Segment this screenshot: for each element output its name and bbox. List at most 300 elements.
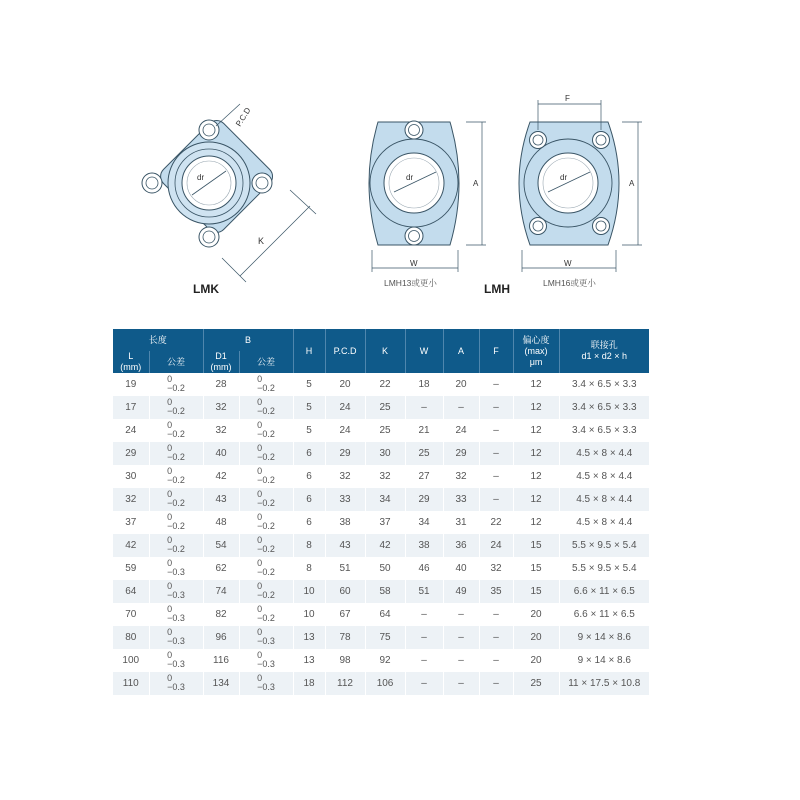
cell-length-tolerance (149, 488, 203, 511)
spec-table (113, 329, 649, 695)
lmh16-a-label: A (629, 179, 635, 188)
cell-eccentricity: 12 (513, 442, 559, 465)
cell-k: 92 (365, 649, 405, 672)
cell-d1-tolerance-stack (257, 444, 275, 462)
cell-f: – (479, 419, 513, 442)
cell-w: 21 (405, 419, 443, 442)
cell-d1: 43 (203, 488, 239, 511)
cell-d1-tolerance (239, 511, 293, 534)
cell-holes: 9 × 14 × 8.6 (559, 626, 649, 649)
cell-length: 100 (113, 649, 149, 672)
table-row (113, 373, 649, 396)
cell-d1: 62 (203, 557, 239, 580)
lmh13-hole-bottom (405, 227, 423, 245)
lmk-hole-top (199, 120, 219, 140)
cell-h: 8 (293, 557, 325, 580)
cell-h: 18 (293, 672, 325, 695)
cell-eccentricity: 20 (513, 649, 559, 672)
header-holes (559, 329, 649, 373)
cell-d1-tolerance-upper: 0 (257, 650, 263, 660)
header-ecc-title: 偏心度 (522, 334, 550, 345)
cell-a: – (443, 649, 479, 672)
cell-pcd: 29 (325, 442, 365, 465)
cell-length: 19 (113, 373, 149, 396)
lmh16-hole-bl (530, 218, 547, 235)
cell-k: 37 (365, 511, 405, 534)
cell-d1-tolerance-stack (257, 582, 275, 600)
cell-length-tolerance (149, 396, 203, 419)
cell-d1: 28 (203, 373, 239, 396)
cell-d1-tolerance-stack (257, 536, 275, 554)
cell-d1: 32 (203, 396, 239, 419)
cell-a: – (443, 603, 479, 626)
cell-holes: 5.5 × 9.5 × 5.4 (559, 534, 649, 557)
cell-holes: 9 × 14 × 8.6 (559, 649, 649, 672)
cell-d1-tolerance (239, 419, 293, 442)
cell-length-tolerance-lower: −0.2 (167, 544, 185, 554)
cell-length-tolerance (149, 557, 203, 580)
lmh13-dr-label: dr (406, 173, 414, 182)
cell-w: 51 (405, 580, 443, 603)
cell-k: 58 (365, 580, 405, 603)
cell-h: 8 (293, 534, 325, 557)
cell-f: – (479, 373, 513, 396)
cell-length: 32 (113, 488, 149, 511)
cell-length-tolerance-lower: −0.2 (167, 406, 185, 416)
lmh16-hole-tl (530, 132, 547, 149)
cell-d1-tolerance (239, 465, 293, 488)
cell-length-tolerance-upper: 0 (167, 489, 173, 499)
cell-d1-tolerance (239, 672, 293, 695)
cell-length-tolerance-upper: 0 (167, 443, 173, 453)
lmh16-w-label: W (564, 259, 572, 268)
table-row (113, 465, 649, 488)
table-row (113, 511, 649, 534)
cell-holes: 4.5 × 8 × 4.4 (559, 465, 649, 488)
cell-length: 59 (113, 557, 149, 580)
cell-f: – (479, 442, 513, 465)
cell-h: 10 (293, 603, 325, 626)
cell-w: 46 (405, 557, 443, 580)
header-h: H (293, 329, 325, 373)
cell-a: – (443, 626, 479, 649)
lmk-drawing (142, 104, 316, 282)
cell-eccentricity: 15 (513, 557, 559, 580)
cell-length-tolerance-stack (167, 398, 185, 416)
cell-d1-tolerance-lower: −0.3 (257, 682, 275, 692)
cell-d1-tolerance (239, 626, 293, 649)
cell-length-tolerance-lower: −0.2 (167, 452, 185, 462)
cell-length-tolerance-stack (167, 674, 185, 692)
cell-eccentricity: 12 (513, 396, 559, 419)
cell-d1-tolerance-lower: −0.2 (257, 429, 275, 439)
cell-f: – (479, 488, 513, 511)
cell-eccentricity: 12 (513, 488, 559, 511)
cell-d1-tolerance-stack (257, 513, 275, 531)
cell-length: 70 (113, 603, 149, 626)
cell-length-tolerance (149, 626, 203, 649)
cell-f: – (479, 672, 513, 695)
lmh16-f-label: F (565, 94, 570, 103)
cell-h: 5 (293, 373, 325, 396)
cell-f: – (479, 649, 513, 672)
cell-length-tolerance-upper: 0 (167, 420, 173, 430)
cell-w: 38 (405, 534, 443, 557)
cell-f: – (479, 396, 513, 419)
header-a: A (443, 329, 479, 373)
header-w: W (405, 329, 443, 373)
cell-holes: 4.5 × 8 × 4.4 (559, 442, 649, 465)
cell-d1-tolerance-lower: −0.2 (257, 567, 275, 577)
cell-length-tolerance (149, 580, 203, 603)
header-eccentricity (513, 329, 559, 373)
cell-length-tolerance-stack (167, 582, 185, 600)
cell-length-tolerance (149, 603, 203, 626)
cell-d1-tolerance (239, 580, 293, 603)
technical-drawings (0, 0, 800, 320)
table-row (113, 626, 649, 649)
cell-d1-tolerance-upper: 0 (257, 604, 263, 614)
lmh16-hole-tr (593, 132, 610, 149)
cell-h: 6 (293, 465, 325, 488)
cell-holes: 4.5 × 8 × 4.4 (559, 488, 649, 511)
cell-h: 6 (293, 511, 325, 534)
cell-h: 6 (293, 442, 325, 465)
header-l (113, 351, 149, 373)
header-pcd: P.C.D (325, 329, 365, 373)
cell-d1-tolerance-upper: 0 (257, 489, 263, 499)
header-l-unit: (mm) (120, 362, 142, 372)
cell-length-tolerance-stack (167, 559, 185, 577)
cell-length-tolerance-upper: 0 (167, 397, 173, 407)
cell-length-tolerance-stack (167, 421, 185, 439)
cell-holes: 4.5 × 8 × 4.4 (559, 511, 649, 534)
cell-length-tolerance-lower: −0.3 (167, 567, 185, 577)
cell-pcd: 24 (325, 419, 365, 442)
lmh16-bore (538, 153, 598, 213)
header-ecc-unit2: μm (529, 356, 543, 367)
cell-w: – (405, 672, 443, 695)
cell-holes: 11 × 17.5 × 10.8 (559, 672, 649, 695)
cell-k: 64 (365, 603, 405, 626)
cell-d1-tolerance-stack (257, 605, 275, 623)
spec-table-header (113, 329, 649, 373)
cell-length-tolerance-upper: 0 (167, 673, 173, 683)
lmk-hole-bottom (199, 227, 219, 247)
cell-length-tolerance (149, 511, 203, 534)
header-d1-title: D1 (215, 351, 227, 361)
cell-length-tolerance (149, 373, 203, 396)
cell-pcd: 24 (325, 396, 365, 419)
cell-d1: 48 (203, 511, 239, 534)
cell-eccentricity: 20 (513, 603, 559, 626)
cell-d1: 54 (203, 534, 239, 557)
lmk-dr-label: dr (197, 173, 205, 182)
header-d1-tolerance: 公差 (239, 351, 293, 373)
cell-f: 22 (479, 511, 513, 534)
cell-pcd: 78 (325, 626, 365, 649)
cell-w: – (405, 626, 443, 649)
cell-w: – (405, 649, 443, 672)
header-holes-spec: d1 × d2 × h (581, 351, 628, 361)
cell-length-tolerance (149, 419, 203, 442)
lmh-figure-label: LMH (484, 282, 510, 296)
lmk-figure-label: LMK (193, 282, 219, 296)
cell-d1: 32 (203, 419, 239, 442)
lmk-k-ext-2 (290, 190, 316, 214)
cell-d1-tolerance-upper: 0 (257, 397, 263, 407)
cell-length-tolerance-lower: −0.2 (167, 383, 185, 393)
cell-a: 40 (443, 557, 479, 580)
cell-d1-tolerance (239, 534, 293, 557)
cell-length-tolerance-lower: −0.2 (167, 498, 185, 508)
cell-a: – (443, 672, 479, 695)
cell-eccentricity: 15 (513, 534, 559, 557)
lmh16-hole-br (593, 218, 610, 235)
lmh13-a-label: A (473, 179, 479, 188)
cell-d1-tolerance-upper: 0 (257, 512, 263, 522)
cell-eccentricity: 25 (513, 672, 559, 695)
table-row (113, 557, 649, 580)
lmh16-dr-label: dr (560, 173, 568, 182)
lmh13-bore (384, 153, 444, 213)
cell-d1-tolerance (239, 557, 293, 580)
cell-length-tolerance-lower: −0.3 (167, 613, 185, 623)
cell-length-tolerance-upper: 0 (167, 512, 173, 522)
cell-a: 31 (443, 511, 479, 534)
cell-d1-tolerance-stack (257, 674, 275, 692)
cell-d1: 40 (203, 442, 239, 465)
cell-k: 34 (365, 488, 405, 511)
cell-d1-tolerance-upper: 0 (257, 558, 263, 568)
cell-f: 24 (479, 534, 513, 557)
cell-k: 25 (365, 419, 405, 442)
cell-h: 5 (293, 396, 325, 419)
cell-length-tolerance (149, 465, 203, 488)
cell-f: – (479, 465, 513, 488)
cell-d1: 74 (203, 580, 239, 603)
cell-length-tolerance-stack (167, 375, 185, 393)
cell-a: 32 (443, 465, 479, 488)
cell-length-tolerance-stack (167, 444, 185, 462)
lmh16-caption: LMH16或更小 (543, 278, 596, 288)
cell-length-tolerance-stack (167, 651, 185, 669)
cell-length: 29 (113, 442, 149, 465)
lmk-hole-left (142, 173, 162, 193)
cell-a: 29 (443, 442, 479, 465)
cell-length-tolerance-lower: −0.2 (167, 429, 185, 439)
cell-pcd: 32 (325, 465, 365, 488)
header-l-tolerance: 公差 (149, 351, 203, 373)
cell-length-tolerance-lower: −0.2 (167, 475, 185, 485)
cell-length-tolerance-lower: −0.3 (167, 636, 185, 646)
cell-length-tolerance-stack (167, 490, 185, 508)
cell-d1-tolerance-upper: 0 (257, 374, 263, 384)
cell-d1-tolerance-lower: −0.2 (257, 590, 275, 600)
lmk-k-ext-1 (222, 258, 246, 282)
cell-d1-tolerance-lower: −0.2 (257, 475, 275, 485)
cell-k: 50 (365, 557, 405, 580)
lmh13-caption: LMH13或更小 (384, 278, 437, 288)
cell-d1-tolerance-upper: 0 (257, 627, 263, 637)
cell-d1-tolerance (239, 373, 293, 396)
cell-d1-tolerance-stack (257, 559, 275, 577)
header-k: K (365, 329, 405, 373)
header-b-group: B (203, 329, 293, 351)
cell-a: 20 (443, 373, 479, 396)
cell-k: 22 (365, 373, 405, 396)
cell-length-tolerance-upper: 0 (167, 604, 173, 614)
table-row (113, 534, 649, 557)
cell-holes: 3.4 × 6.5 × 3.3 (559, 373, 649, 396)
cell-d1-tolerance-lower: −0.3 (257, 636, 275, 646)
cell-length-tolerance (149, 649, 203, 672)
cell-d1-tolerance-lower: −0.2 (257, 383, 275, 393)
cell-length: 80 (113, 626, 149, 649)
cell-eccentricity: 15 (513, 580, 559, 603)
lmh13-drawing (369, 121, 486, 272)
cell-d1-tolerance-upper: 0 (257, 581, 263, 591)
cell-eccentricity: 12 (513, 373, 559, 396)
cell-f: – (479, 626, 513, 649)
cell-length-tolerance (149, 442, 203, 465)
cell-length-tolerance-upper: 0 (167, 627, 173, 637)
cell-eccentricity: 12 (513, 511, 559, 534)
table-row (113, 419, 649, 442)
cell-length-tolerance (149, 672, 203, 695)
cell-w: 29 (405, 488, 443, 511)
cell-pcd: 51 (325, 557, 365, 580)
cell-eccentricity: 12 (513, 419, 559, 442)
cell-length: 30 (113, 465, 149, 488)
cell-holes: 6.6 × 11 × 6.5 (559, 603, 649, 626)
cell-holes: 3.4 × 6.5 × 3.3 (559, 419, 649, 442)
cell-d1-tolerance (239, 442, 293, 465)
header-d1 (203, 351, 239, 373)
cell-d1-tolerance-lower: −0.2 (257, 406, 275, 416)
cell-length-tolerance-upper: 0 (167, 466, 173, 476)
table-row (113, 580, 649, 603)
table-row (113, 672, 649, 695)
cell-length-tolerance-upper: 0 (167, 535, 173, 545)
cell-d1-tolerance (239, 488, 293, 511)
cell-pcd: 38 (325, 511, 365, 534)
cell-h: 13 (293, 626, 325, 649)
cell-a: 33 (443, 488, 479, 511)
cell-f: 35 (479, 580, 513, 603)
lmk-k-label: K (258, 236, 265, 246)
cell-k: 42 (365, 534, 405, 557)
cell-pcd: 67 (325, 603, 365, 626)
header-f: F (479, 329, 513, 373)
cell-length: 17 (113, 396, 149, 419)
cell-length-tolerance-stack (167, 536, 185, 554)
cell-w: – (405, 603, 443, 626)
cell-eccentricity: 12 (513, 465, 559, 488)
cell-length: 24 (113, 419, 149, 442)
cell-length-tolerance-upper: 0 (167, 374, 173, 384)
cell-h: 10 (293, 580, 325, 603)
cell-length-tolerance-stack (167, 467, 185, 485)
cell-pcd: 33 (325, 488, 365, 511)
cell-pcd: 112 (325, 672, 365, 695)
cell-d1-tolerance-lower: −0.3 (257, 659, 275, 669)
cell-k: 106 (365, 672, 405, 695)
cell-f: 32 (479, 557, 513, 580)
cell-eccentricity: 20 (513, 626, 559, 649)
table-row (113, 396, 649, 419)
cell-length-tolerance-upper: 0 (167, 581, 173, 591)
cell-d1: 96 (203, 626, 239, 649)
cell-h: 6 (293, 488, 325, 511)
cell-d1-tolerance-stack (257, 398, 275, 416)
cell-k: 30 (365, 442, 405, 465)
table-row (113, 488, 649, 511)
lmh16-drawing (519, 94, 642, 272)
cell-d1-tolerance-lower: −0.2 (257, 452, 275, 462)
cell-d1-tolerance-stack (257, 467, 275, 485)
cell-h: 13 (293, 649, 325, 672)
cell-w: 34 (405, 511, 443, 534)
cell-d1-tolerance-lower: −0.2 (257, 521, 275, 531)
header-l-title: L (128, 351, 134, 361)
cell-length-tolerance-stack (167, 513, 185, 531)
cell-d1-tolerance-stack (257, 628, 275, 646)
cell-length-tolerance-upper: 0 (167, 558, 173, 568)
cell-d1-tolerance-upper: 0 (257, 673, 263, 683)
cell-d1: 116 (203, 649, 239, 672)
cell-d1-tolerance-stack (257, 421, 275, 439)
cell-d1-tolerance-stack (257, 490, 275, 508)
cell-holes: 3.4 × 6.5 × 3.3 (559, 396, 649, 419)
cell-pcd: 43 (325, 534, 365, 557)
cell-d1-tolerance-lower: −0.2 (257, 544, 275, 554)
cell-d1-tolerance-lower: −0.2 (257, 613, 275, 623)
cell-d1-tolerance (239, 396, 293, 419)
table-row (113, 649, 649, 672)
cell-length-tolerance-lower: −0.3 (167, 659, 185, 669)
cell-k: 25 (365, 396, 405, 419)
cell-a: 49 (443, 580, 479, 603)
cell-d1-tolerance-upper: 0 (257, 443, 263, 453)
table-row (113, 603, 649, 626)
drawings-svg (0, 0, 800, 320)
lmk-k-dim-line (240, 206, 310, 276)
lmh13-hole-top (405, 121, 423, 139)
cell-d1-tolerance-upper: 0 (257, 535, 263, 545)
cell-d1: 42 (203, 465, 239, 488)
cell-d1: 82 (203, 603, 239, 626)
cell-d1-tolerance-stack (257, 651, 275, 669)
cell-length-tolerance (149, 534, 203, 557)
cell-pcd: 20 (325, 373, 365, 396)
cell-pcd: 98 (325, 649, 365, 672)
cell-length-tolerance-lower: −0.3 (167, 590, 185, 600)
cell-length-tolerance-stack (167, 605, 185, 623)
cell-d1-tolerance (239, 649, 293, 672)
header-holes-title: 联接孔 (590, 340, 618, 350)
cell-h: 5 (293, 419, 325, 442)
table-row (113, 442, 649, 465)
cell-d1: 134 (203, 672, 239, 695)
cell-d1-tolerance-upper: 0 (257, 466, 263, 476)
cell-length-tolerance-lower: −0.2 (167, 521, 185, 531)
cell-d1-tolerance-upper: 0 (257, 420, 263, 430)
header-d1-unit: (mm) (210, 362, 232, 372)
cell-k: 75 (365, 626, 405, 649)
cell-d1-tolerance-lower: −0.2 (257, 498, 275, 508)
cell-pcd: 60 (325, 580, 365, 603)
